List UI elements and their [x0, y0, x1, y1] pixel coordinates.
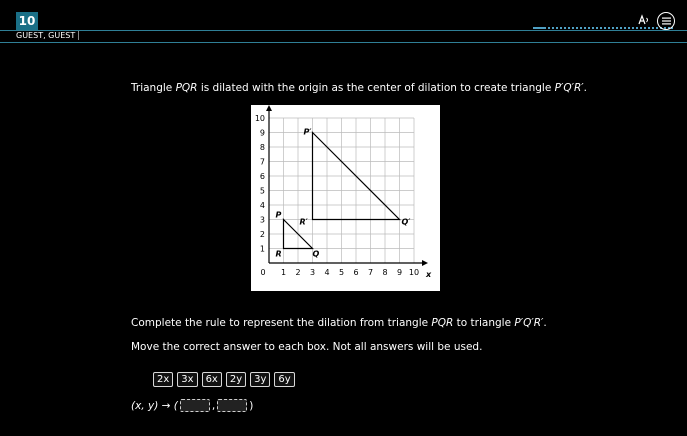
y-tick-label: 8 [259, 143, 265, 152]
vertex-label: P [275, 210, 282, 220]
x-tick-label: 1 [280, 268, 287, 277]
vertex-label: R′ [299, 217, 308, 227]
y-tick-label: 7 [259, 157, 265, 167]
x-tick-label: 6 [353, 268, 359, 277]
menu-button[interactable] [657, 12, 675, 30]
answer-tile-3x[interactable]: 3x [177, 372, 197, 387]
vertex-label: P′ [303, 127, 312, 137]
x-axis-arrow [422, 260, 428, 266]
hamburger-menu-icon [662, 17, 671, 25]
y-axis-label: y [266, 96, 272, 105]
y-tick-label: 3 [259, 215, 265, 225]
progress-bar [533, 27, 673, 32]
x-tick-label: 9 [396, 268, 403, 277]
x-tick-label: 3 [309, 268, 316, 277]
dilation-rule [131, 399, 253, 412]
question-prompt: Triangle PQR is dilated with the origin as the center of dilation to create triangle P′Q′R′. [131, 82, 588, 94]
answer-tile-2y[interactable]: 2y [226, 372, 246, 387]
vertex-label: Q [312, 249, 320, 259]
graph-svg [251, 96, 440, 291]
rule-rhs: ) [249, 399, 254, 412]
x-tick-label: 2 [295, 268, 301, 277]
header-divider-lower [0, 42, 687, 43]
text-to-speech-icon [638, 14, 650, 26]
vertex-label: Q′ [401, 217, 411, 227]
y-tick-label: 5 [259, 186, 265, 196]
x-tick-label: 7 [367, 268, 374, 277]
drop-box-x[interactable] [180, 399, 210, 412]
x-tick-label: 8 [382, 268, 388, 277]
answer-tile-6y[interactable]: 6y [274, 372, 294, 387]
answer-tile-6x[interactable]: 6x [202, 372, 222, 387]
y-axis-arrow [266, 105, 272, 111]
rule-lhs: (x, y) → ( [131, 399, 178, 412]
vertex-label: R [275, 249, 282, 259]
instruction-move-answers: Move the correct answer to each box. Not all answers will be used. [131, 341, 483, 353]
origin-label: 0 [260, 268, 266, 277]
x-tick-label: 4 [324, 268, 330, 277]
y-tick-label: 4 [259, 201, 265, 210]
answer-tiles [153, 372, 295, 387]
coordinate-graph [251, 96, 440, 291]
rule-separator: , [211, 399, 216, 412]
user-name: GUEST, GUEST [16, 31, 79, 40]
y-tick-label: 6 [259, 172, 265, 181]
text-to-speech-button[interactable] [637, 13, 651, 27]
x-axis-label: x [426, 270, 432, 279]
instruction-complete-rule: Complete the rule to represent the dilation from triangle PQR to triangle P′Q′R′. [131, 317, 547, 329]
question-number: 10 [16, 12, 38, 30]
x-tick-label: 5 [338, 268, 345, 277]
y-tick-label: 10 [254, 114, 265, 123]
progress-bar-fill [533, 27, 545, 29]
answer-tile-3y[interactable]: 3y [250, 372, 270, 387]
y-tick-label: 9 [259, 128, 265, 138]
drop-box-y[interactable] [217, 399, 247, 412]
y-tick-label: 1 [259, 244, 265, 254]
y-tick-label: 2 [259, 230, 265, 239]
answer-tile-2x[interactable]: 2x [153, 372, 173, 387]
x-tick-label: 10 [408, 268, 420, 277]
